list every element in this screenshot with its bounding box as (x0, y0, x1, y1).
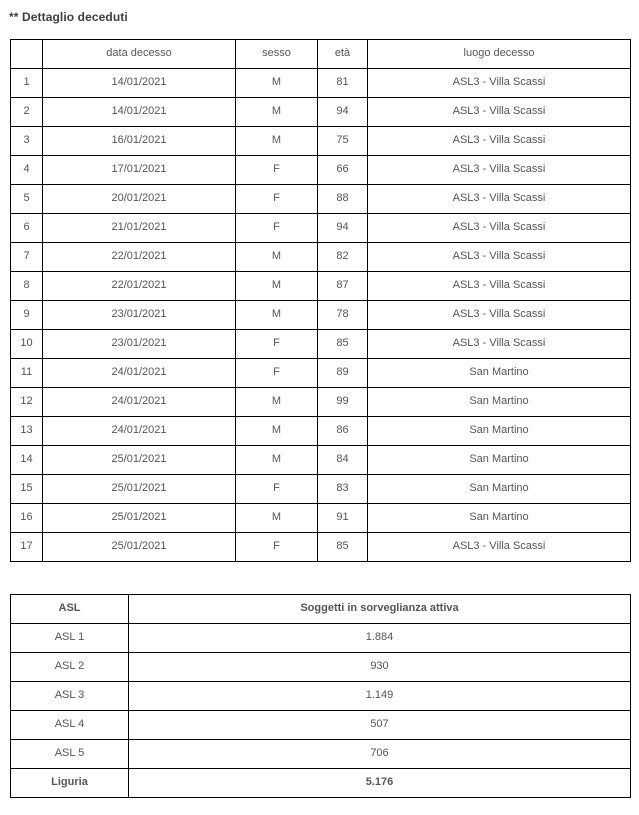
table-row (11, 330, 631, 359)
table-row (11, 504, 631, 533)
surveillance-value-cell: 706 (129, 740, 631, 769)
surveillance-value-cell: 1.884 (129, 624, 631, 653)
row-number-cell: 1 (11, 69, 43, 98)
row-number-cell: 12 (11, 388, 43, 417)
table-row (11, 446, 631, 475)
page-title: ** Dettaglio deceduti (9, 10, 128, 24)
sex-cell: F (236, 214, 318, 243)
sex-cell: M (236, 446, 318, 475)
total-label-cell: Liguria (11, 769, 129, 798)
row-number-cell: 6 (11, 214, 43, 243)
place-cell: San Martino (368, 417, 631, 446)
age-cell: 82 (318, 243, 368, 272)
place-cell: ASL3 - Villa Scassi (368, 156, 631, 185)
age-cell: 84 (318, 446, 368, 475)
date-cell: 24/01/2021 (43, 388, 236, 417)
date-cell: 25/01/2021 (43, 475, 236, 504)
row-number-cell: 5 (11, 185, 43, 214)
date-cell: 14/01/2021 (43, 98, 236, 127)
row-number-cell: 4 (11, 156, 43, 185)
age-cell: 86 (318, 417, 368, 446)
table-header-row (11, 595, 631, 624)
total-row (11, 769, 631, 798)
age-cell: 85 (318, 330, 368, 359)
table-row (11, 624, 631, 653)
surveillance-summary-table (10, 594, 631, 798)
row-number-cell: 15 (11, 475, 43, 504)
sex-cell: M (236, 98, 318, 127)
date-header: data decesso (43, 40, 236, 69)
sex-cell: M (236, 272, 318, 301)
total-value-cell: 5.176 (129, 769, 631, 798)
surveillance-value-cell: 930 (129, 653, 631, 682)
place-cell: ASL3 - Villa Scassi (368, 69, 631, 98)
row-number-cell: 2 (11, 98, 43, 127)
asl-cell: ASL 5 (11, 740, 129, 769)
sex-cell: F (236, 156, 318, 185)
place-cell: San Martino (368, 446, 631, 475)
sex-cell: M (236, 69, 318, 98)
place-cell: ASL3 - Villa Scassi (368, 533, 631, 562)
date-cell: 14/01/2021 (43, 69, 236, 98)
row-number-cell: 3 (11, 127, 43, 156)
surveillance-header: Soggetti in sorveglianza attiva (129, 595, 631, 624)
asl-cell: ASL 2 (11, 653, 129, 682)
table-row (11, 682, 631, 711)
place-cell: ASL3 - Villa Scassi (368, 301, 631, 330)
sex-cell: F (236, 185, 318, 214)
row-number-cell: 10 (11, 330, 43, 359)
date-cell: 24/01/2021 (43, 417, 236, 446)
age-cell: 91 (318, 504, 368, 533)
sex-cell: F (236, 475, 318, 504)
date-cell: 22/01/2021 (43, 272, 236, 301)
sex-cell: F (236, 330, 318, 359)
sex-cell: M (236, 301, 318, 330)
table-row (11, 243, 631, 272)
age-cell: 83 (318, 475, 368, 504)
sex-cell: M (236, 243, 318, 272)
table-row (11, 533, 631, 562)
age-cell: 78 (318, 301, 368, 330)
age-cell: 85 (318, 533, 368, 562)
age-cell: 75 (318, 127, 368, 156)
table-row (11, 301, 631, 330)
age-header: età (318, 40, 368, 69)
place-cell: San Martino (368, 504, 631, 533)
sex-cell: M (236, 388, 318, 417)
table-row (11, 185, 631, 214)
place-header: luogo decesso (368, 40, 631, 69)
place-cell: San Martino (368, 359, 631, 388)
row-number-cell: 8 (11, 272, 43, 301)
date-cell: 23/01/2021 (43, 330, 236, 359)
asl-cell: ASL 1 (11, 624, 129, 653)
table-row (11, 653, 631, 682)
date-cell: 25/01/2021 (43, 504, 236, 533)
place-cell: San Martino (368, 388, 631, 417)
date-cell: 16/01/2021 (43, 127, 236, 156)
date-cell: 24/01/2021 (43, 359, 236, 388)
row-number-cell: 11 (11, 359, 43, 388)
table-row (11, 417, 631, 446)
table-row (11, 98, 631, 127)
sex-cell: F (236, 359, 318, 388)
table-row (11, 272, 631, 301)
table-row (11, 359, 631, 388)
place-cell: San Martino (368, 475, 631, 504)
age-cell: 88 (318, 185, 368, 214)
row-number-cell: 7 (11, 243, 43, 272)
place-cell: ASL3 - Villa Scassi (368, 185, 631, 214)
date-cell: 21/01/2021 (43, 214, 236, 243)
place-cell: ASL3 - Villa Scassi (368, 214, 631, 243)
table-row (11, 475, 631, 504)
place-cell: ASL3 - Villa Scassi (368, 243, 631, 272)
sex-cell: M (236, 417, 318, 446)
table-row (11, 214, 631, 243)
age-cell: 89 (318, 359, 368, 388)
age-cell: 87 (318, 272, 368, 301)
date-cell: 17/01/2021 (43, 156, 236, 185)
surveillance-value-cell: 1.149 (129, 682, 631, 711)
asl-cell: ASL 3 (11, 682, 129, 711)
date-cell: 25/01/2021 (43, 446, 236, 475)
table-row (11, 711, 631, 740)
place-cell: ASL3 - Villa Scassi (368, 98, 631, 127)
date-cell: 22/01/2021 (43, 243, 236, 272)
deaths-detail-table (10, 39, 631, 562)
place-cell: ASL3 - Villa Scassi (368, 272, 631, 301)
place-cell: ASL3 - Villa Scassi (368, 330, 631, 359)
place-cell: ASL3 - Villa Scassi (368, 127, 631, 156)
date-cell: 25/01/2021 (43, 533, 236, 562)
table-row (11, 740, 631, 769)
sex-cell: F (236, 533, 318, 562)
asl-cell: ASL 4 (11, 711, 129, 740)
age-cell: 99 (318, 388, 368, 417)
table-row (11, 69, 631, 98)
table-row (11, 127, 631, 156)
age-cell: 66 (318, 156, 368, 185)
row-number-header (11, 40, 43, 69)
age-cell: 81 (318, 69, 368, 98)
age-cell: 94 (318, 214, 368, 243)
table-row (11, 388, 631, 417)
sex-header: sesso (236, 40, 318, 69)
sex-cell: M (236, 504, 318, 533)
row-number-cell: 9 (11, 301, 43, 330)
asl-header: ASL (11, 595, 129, 624)
row-number-cell: 17 (11, 533, 43, 562)
row-number-cell: 14 (11, 446, 43, 475)
date-cell: 20/01/2021 (43, 185, 236, 214)
table-row (11, 156, 631, 185)
surveillance-value-cell: 507 (129, 711, 631, 740)
table-header-row (11, 40, 631, 69)
age-cell: 94 (318, 98, 368, 127)
date-cell: 23/01/2021 (43, 301, 236, 330)
sex-cell: M (236, 127, 318, 156)
row-number-cell: 13 (11, 417, 43, 446)
row-number-cell: 16 (11, 504, 43, 533)
